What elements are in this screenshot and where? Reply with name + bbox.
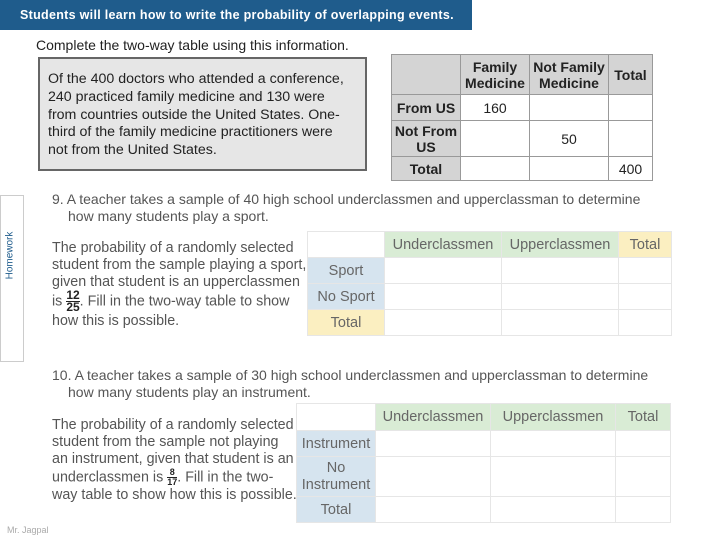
table-corner bbox=[297, 404, 376, 431]
row-header: No Sport bbox=[308, 284, 385, 310]
table-cell[interactable] bbox=[530, 95, 609, 121]
table-cell[interactable] bbox=[491, 497, 616, 523]
problem1-table bbox=[391, 54, 653, 181]
problem10-heading bbox=[52, 367, 658, 400]
table-cell[interactable] bbox=[376, 431, 491, 457]
problem1-instruction: Complete the two-way table using this information. bbox=[36, 37, 349, 53]
row-header: Instrument bbox=[297, 431, 376, 457]
table-cell[interactable] bbox=[619, 258, 672, 284]
table-cell[interactable] bbox=[461, 157, 530, 181]
fraction-denominator: 25 bbox=[66, 300, 80, 315]
table-cell[interactable] bbox=[619, 284, 672, 310]
table-cell[interactable] bbox=[530, 157, 609, 181]
table-cell[interactable]: 50 bbox=[530, 121, 609, 157]
author-credit: Mr. Jagpal bbox=[7, 525, 49, 535]
row-header: From US bbox=[392, 95, 461, 121]
problem10-table bbox=[296, 403, 671, 523]
col-header: Total bbox=[616, 404, 671, 431]
table-cell[interactable] bbox=[385, 284, 502, 310]
problem10-body-before: The probability of a randomly selected student from the sample not playing an instrument, given that student is an underclassmen is bbox=[52, 417, 294, 485]
problem10-heading-text: 10. A teacher takes a sample of 30 high school underclassmen and upperclassman to determine how many students play an instrument. bbox=[52, 367, 649, 400]
row-header: Total bbox=[308, 310, 385, 336]
row-header: Not From US bbox=[392, 121, 461, 157]
table-cell[interactable] bbox=[461, 121, 530, 157]
table-cell[interactable] bbox=[616, 497, 671, 523]
problem1-info-box bbox=[38, 57, 367, 171]
table-cell[interactable] bbox=[376, 497, 491, 523]
problem1-text: Of the 400 doctors who attended a conference, 240 practiced family medicine and 130 were from countries outside the United States. One-third of the family medicine practitioners were not from the United States. bbox=[48, 71, 344, 159]
problem10-body bbox=[52, 417, 297, 504]
table-corner bbox=[308, 232, 385, 258]
problem10-fraction bbox=[167, 468, 177, 487]
col-header: Underclassmen bbox=[385, 232, 502, 258]
table-cell[interactable] bbox=[619, 310, 672, 336]
table-cell[interactable] bbox=[385, 258, 502, 284]
row-header: Sport bbox=[308, 258, 385, 284]
col-header: Upperclassmen bbox=[491, 404, 616, 431]
table-cell[interactable] bbox=[616, 431, 671, 457]
problem9-heading-text: 9. A teacher takes a sample of 40 high school underclassmen and upperclassman to determine how many students play a sport. bbox=[52, 191, 641, 224]
table-cell[interactable] bbox=[502, 284, 619, 310]
table-cell[interactable] bbox=[609, 95, 653, 121]
table-cell[interactable] bbox=[616, 457, 671, 497]
col-header: Total bbox=[619, 232, 672, 258]
problem9-heading bbox=[52, 191, 648, 224]
problem9-body-after: . Fill in the two-way table to show how this is possible. bbox=[52, 293, 290, 330]
col-header: Upperclassmen bbox=[502, 232, 619, 258]
col-header: Underclassmen bbox=[376, 404, 491, 431]
row-header: No Instrument bbox=[297, 457, 376, 497]
fraction-denominator: 17 bbox=[167, 476, 178, 487]
problem9-fraction bbox=[66, 290, 79, 313]
table-cell[interactable]: 160 bbox=[461, 95, 530, 121]
fraction-numerator: 8 bbox=[167, 468, 177, 478]
fraction-numerator: 12 bbox=[66, 288, 80, 303]
side-tab-label: Homework bbox=[4, 231, 16, 280]
problem9-body-before: The probability of a randomly selected student from the sample playing a sport, given that student is an upperclassmen is bbox=[52, 240, 307, 310]
table-cell[interactable] bbox=[502, 310, 619, 336]
table-cell[interactable] bbox=[609, 121, 653, 157]
lesson-objective: Students will learn how to write the probability of overlapping events. bbox=[20, 8, 454, 22]
row-header: Total bbox=[392, 157, 461, 181]
table-cell[interactable] bbox=[491, 457, 616, 497]
problem9-table bbox=[307, 231, 672, 336]
row-header: Total bbox=[297, 497, 376, 523]
table-corner bbox=[392, 55, 461, 95]
table-cell[interactable] bbox=[376, 457, 491, 497]
col-header: Family Medicine bbox=[461, 55, 530, 95]
table-cell[interactable] bbox=[385, 310, 502, 336]
table-cell[interactable]: 400 bbox=[609, 157, 653, 181]
table-cell[interactable] bbox=[502, 258, 619, 284]
col-header: Not Family Medicine bbox=[530, 55, 609, 95]
problem9-body bbox=[52, 240, 308, 330]
table-cell[interactable] bbox=[491, 431, 616, 457]
problem10-body-after: . Fill in the two-way table to show how this is possible. bbox=[52, 469, 297, 503]
col-header: Total bbox=[609, 55, 653, 95]
